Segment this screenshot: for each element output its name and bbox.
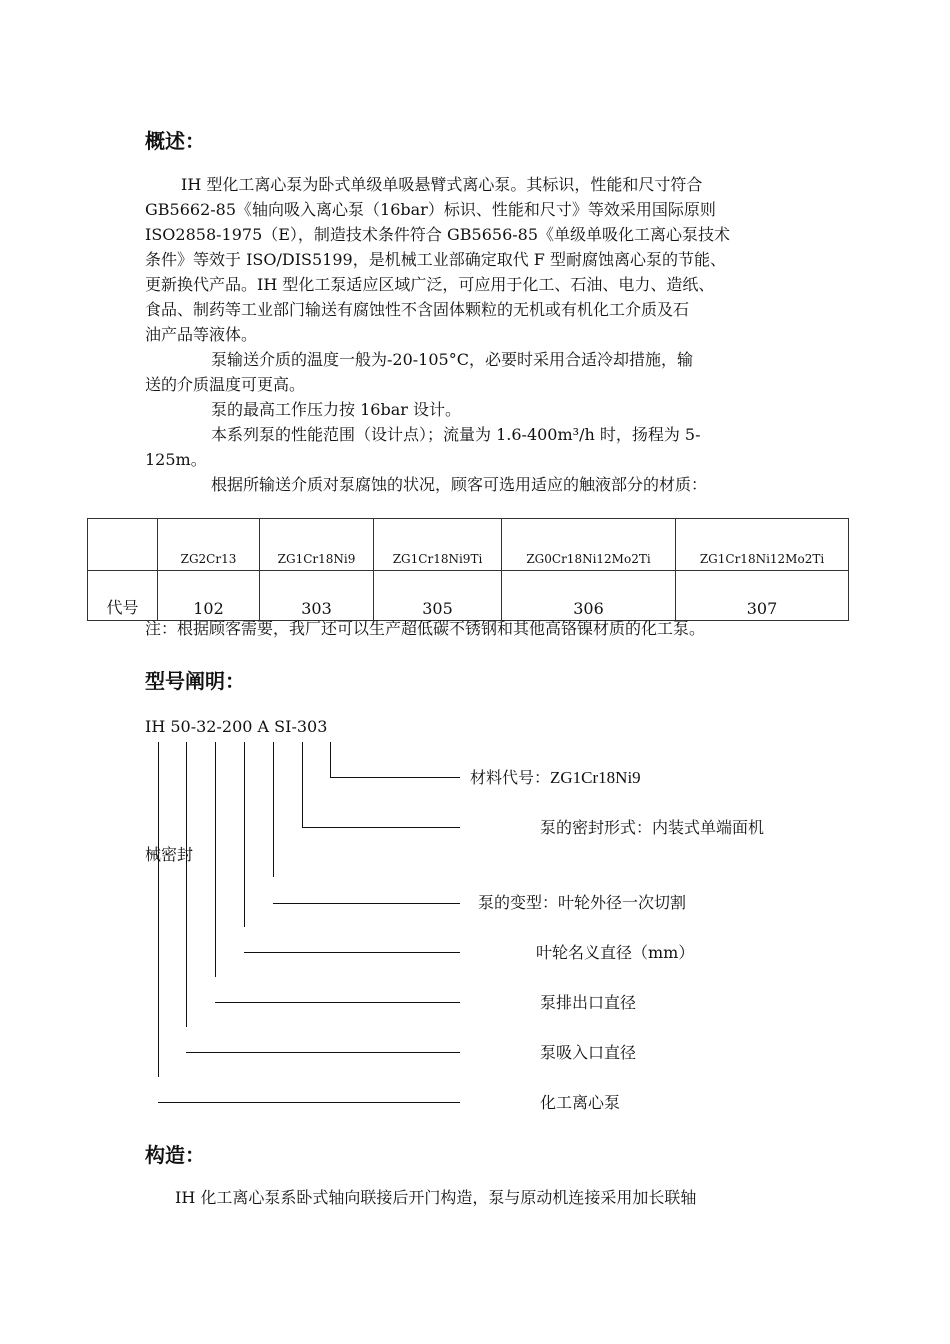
leader-vertical — [330, 742, 331, 778]
overview-line: 油产品等液体。 — [145, 325, 258, 344]
leader-horizontal — [302, 827, 460, 828]
table-cell-code: 102 — [158, 571, 260, 621]
table-cell-material: ZG1Cr18Ni12Mo2Ti — [676, 519, 849, 571]
overview-line: 条件》等效于 ISO/DIS5199，是机械工业部确定取代 F 型耐腐蚀离心泵的节能、 — [145, 250, 726, 269]
leader-horizontal — [158, 1102, 460, 1103]
label-outlet: 泵排出口直径 — [540, 993, 637, 1012]
table-cell-code: 305 — [374, 571, 502, 621]
material-table — [87, 518, 849, 621]
leader-vertical — [273, 742, 274, 877]
overview-line: 食品、制药等工业部门输送有腐蚀性不含固体颗粒的无机或有机化工介质及石 — [145, 300, 690, 319]
overview-heading: 概述： — [145, 129, 205, 153]
label-material-value: ZG1Cr18Ni9 — [550, 768, 641, 787]
overview-line: 更新换代产品。IH 型化工泵适应区域广泛，可应用于化工、石油、电力、造纸、 — [145, 275, 715, 294]
overview-line: ISO2858-1975（E），制造技术条件符合 GB5656-85《单级单吸化工离心泵技术 — [145, 225, 731, 244]
overview-line: GB5662-85《轴向吸入离心泵（16bar）标识、性能和尺寸》等效采用国际原则 — [145, 200, 716, 219]
overview-line: IH 型化工离心泵为卧式单级单吸悬臂式离心泵。其标识，性能和尺寸符合 — [181, 175, 703, 194]
range-line: 本系列泵的性能范围（设计点）；流量为 1.6-400m³/h 时，扬程为 5- — [211, 425, 701, 444]
table-cell-code: 307 — [676, 571, 849, 621]
table-cell-material: ZG2Cr13 — [158, 519, 260, 571]
table-cell-empty — [88, 519, 158, 571]
temperature-line: 送的介质温度可更高。 — [145, 375, 306, 394]
table-row-materials — [88, 519, 849, 571]
label-variant: 泵的变型：叶轮外径一次切割 — [478, 893, 687, 912]
construction-line: IH 化工离心泵系卧式轴向联接后开门构造，泵与原动机连接采用加长联轴 — [175, 1188, 697, 1207]
table-row-label: 代号 — [88, 571, 158, 621]
model-code: IH 50-32-200 A SI-303 — [145, 717, 328, 736]
label-inlet: 泵吸入口直径 — [540, 1043, 637, 1062]
leader-vertical — [215, 742, 216, 977]
table-cell-material: ZG1Cr18Ni9Ti — [374, 519, 502, 571]
construction-heading: 构造： — [145, 1143, 205, 1167]
temperature-line: 泵输送介质的温度一般为-20-105°C，必要时采用合适冷却措施，输 — [211, 350, 693, 369]
label-seal: 泵的密封形式：内装式单端面机 — [540, 818, 765, 837]
range-line: 125m。 — [145, 450, 207, 469]
table-cell-material: ZG1Cr18Ni9 — [260, 519, 374, 571]
leader-vertical — [302, 742, 303, 828]
label-material-prefix: 材料代号： — [470, 768, 551, 787]
leader-horizontal — [330, 777, 460, 778]
leader-vertical — [158, 742, 159, 1077]
table-row-codes — [88, 571, 849, 621]
leader-horizontal — [186, 1052, 460, 1053]
leader-vertical — [186, 742, 187, 1027]
model-heading: 型号阐明： — [145, 669, 245, 693]
leader-horizontal — [273, 903, 460, 904]
leader-vertical — [244, 742, 245, 927]
leader-horizontal — [215, 1002, 460, 1003]
table-cell-material: ZG0Cr18Ni12Mo2Ti — [502, 519, 676, 571]
table-cell-code: 306 — [502, 571, 676, 621]
leader-horizontal — [244, 952, 460, 953]
overview-paragraph — [145, 172, 730, 497]
material-intro: 根据所输送介质对泵腐蚀的状况，顾客可选用适应的触液部分的材质： — [211, 475, 708, 494]
label-impeller: 叶轮名义直径（mm） — [536, 943, 695, 962]
label-seal-continued: 械密封 — [145, 845, 194, 864]
table-note: 注：根据顾客需要，我厂还可以生产超低碳不锈钢和其他高铬镍材质的化工泵。 — [145, 619, 706, 638]
label-material — [470, 765, 641, 788]
label-pump: 化工离心泵 — [540, 1093, 621, 1112]
pressure-line: 泵的最高工作压力按 16bar 设计。 — [211, 400, 461, 419]
table-cell-code: 303 — [260, 571, 374, 621]
